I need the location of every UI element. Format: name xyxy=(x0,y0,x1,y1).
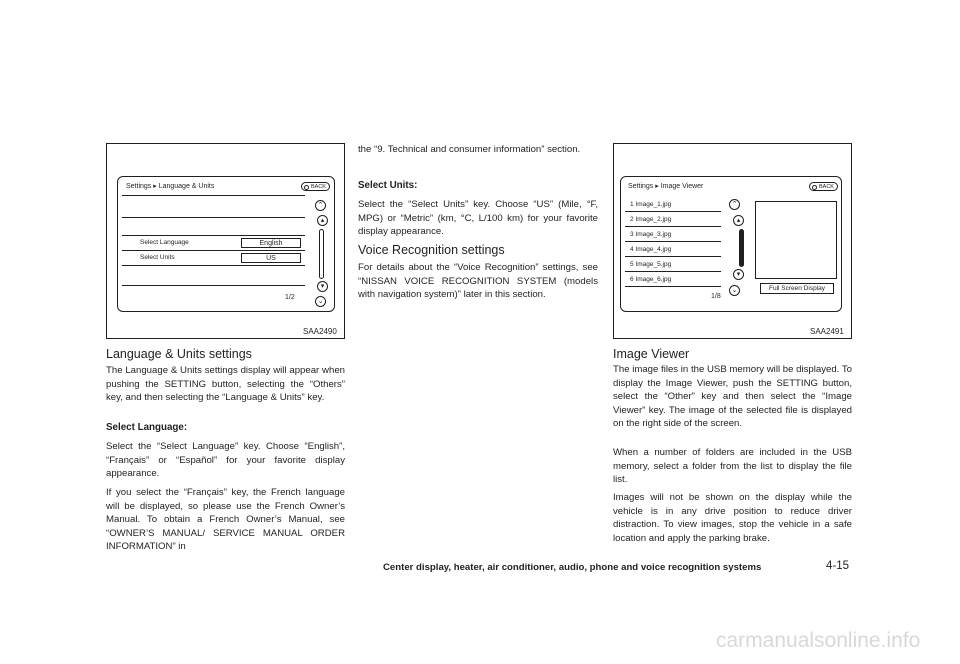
list-item[interactable]: 3 Image_3.jpg xyxy=(625,229,721,242)
image-preview xyxy=(755,201,837,279)
list-item[interactable]: 1 Image_1.jpg xyxy=(625,199,721,212)
select-language-heading: Select Language: xyxy=(106,422,188,433)
select-units-label: Select Units xyxy=(140,254,175,261)
list-item[interactable]: 5 Image_5.jpg xyxy=(625,259,721,272)
voice-recognition-text: For details about the “Voice Recognition” settings, see “NISSAN VOICE RECOGNITION SYSTEM (models with navigation system)” later in this section. xyxy=(358,262,598,301)
divider xyxy=(122,285,305,286)
full-screen-button[interactable]: Full Screen Display xyxy=(760,283,834,294)
divider xyxy=(122,195,305,196)
figure-code: SAA2491 xyxy=(810,327,844,336)
image-viewer-text-1: The image files in the USB memory will be displayed. To display the Image Viewer, push the SETTING button, select the “Other” key and then select the “Image Viewer” key. The image of the selected file is displayed on the right side of the screen. xyxy=(613,364,852,430)
voice-recognition-heading: Voice Recognition settings xyxy=(358,243,505,257)
screen-frame xyxy=(117,176,335,312)
breadcrumb: Settings ▸ Language & Units xyxy=(126,183,215,190)
image-viewer-text-2: When a number of folders are included in the USB memory, select a folder from the list to display the file list. xyxy=(613,447,852,486)
divider xyxy=(122,235,305,236)
units-value[interactable]: US xyxy=(241,253,301,263)
divider xyxy=(122,265,305,266)
language-units-heading: Language & Units settings xyxy=(106,347,252,361)
page-down-icon[interactable]: ⌄ xyxy=(315,296,326,307)
page-indicator: 1/8 xyxy=(711,293,721,300)
divider xyxy=(122,217,305,218)
figure-language-units xyxy=(106,143,345,339)
page-indicator: 1/2 xyxy=(285,294,295,301)
french-manual-text: If you select the “Français” key, the French language will be displayed, so please use the French Owner’s Manual. To obtain a French Owner’s Manual, see “OWNER’S MANUAL/ SERVICE MANUAL ORDER INFORMATION” in xyxy=(106,487,345,553)
watermark: carmanualsonline.info xyxy=(716,629,921,652)
language-intro-text: The Language & Units settings display will appear when pushing the SETTING button, selecting the “Others” key, and then selecting the “Language & Units” key. xyxy=(106,365,345,404)
chapter-footer: Center display, heater, air conditioner, audio, phone and voice recognition systems xyxy=(383,562,762,573)
page-down-icon[interactable]: ⌄ xyxy=(729,285,740,296)
scroll-up-icon[interactable]: ▴ xyxy=(317,215,328,226)
language-value[interactable]: English xyxy=(241,238,301,248)
scroll-down-icon[interactable]: ▾ xyxy=(317,281,328,292)
breadcrumb: Settings ▸ Image Viewer xyxy=(628,183,704,190)
back-button[interactable]: BACK xyxy=(301,182,330,191)
select-units-heading: Select Units: xyxy=(358,180,418,191)
list-item[interactable]: 2 Image_2.jpg xyxy=(625,214,721,227)
scroll-up-icon[interactable]: ▴ xyxy=(733,215,744,226)
image-viewer-text-3: Images will not be shown on the display while the vehicle is in any drive position to reduce driver distraction. To view images, stop the vehicle in a safe location and apply the parking brake. xyxy=(613,492,852,544)
list-item[interactable]: 4 Image_4.jpg xyxy=(625,244,721,257)
divider xyxy=(122,250,305,251)
list-item[interactable]: 6 Image_6.jpg xyxy=(625,274,721,287)
select-language-label: Select Language xyxy=(140,239,189,246)
select-language-text: Select the “Select Language” key. Choose “English”, “Français” or “Español” for your favorite display appearance. xyxy=(106,441,345,480)
page-number: 4-15 xyxy=(826,560,850,572)
select-units-text: Select the “Select Units” key. Choose “US” (Mile, °F, MPG) or “Metric” (km, °C, L/100 km) for your favorite display appearance. xyxy=(358,199,598,238)
back-button[interactable]: BACK xyxy=(809,182,838,191)
image-viewer-heading: Image Viewer xyxy=(613,347,690,361)
page-up-icon[interactable]: ⌃ xyxy=(729,199,740,210)
scrollbar[interactable] xyxy=(739,229,744,267)
figure-code: SAA2490 xyxy=(303,327,337,336)
scrollbar[interactable] xyxy=(319,229,324,279)
figure-image-viewer xyxy=(613,143,852,339)
continued-text: the “9. Technical and consumer information” section. xyxy=(358,144,581,155)
scroll-down-icon[interactable]: ▾ xyxy=(733,269,744,280)
screen-frame xyxy=(620,176,842,312)
page-up-icon[interactable]: ⌃ xyxy=(315,200,326,211)
